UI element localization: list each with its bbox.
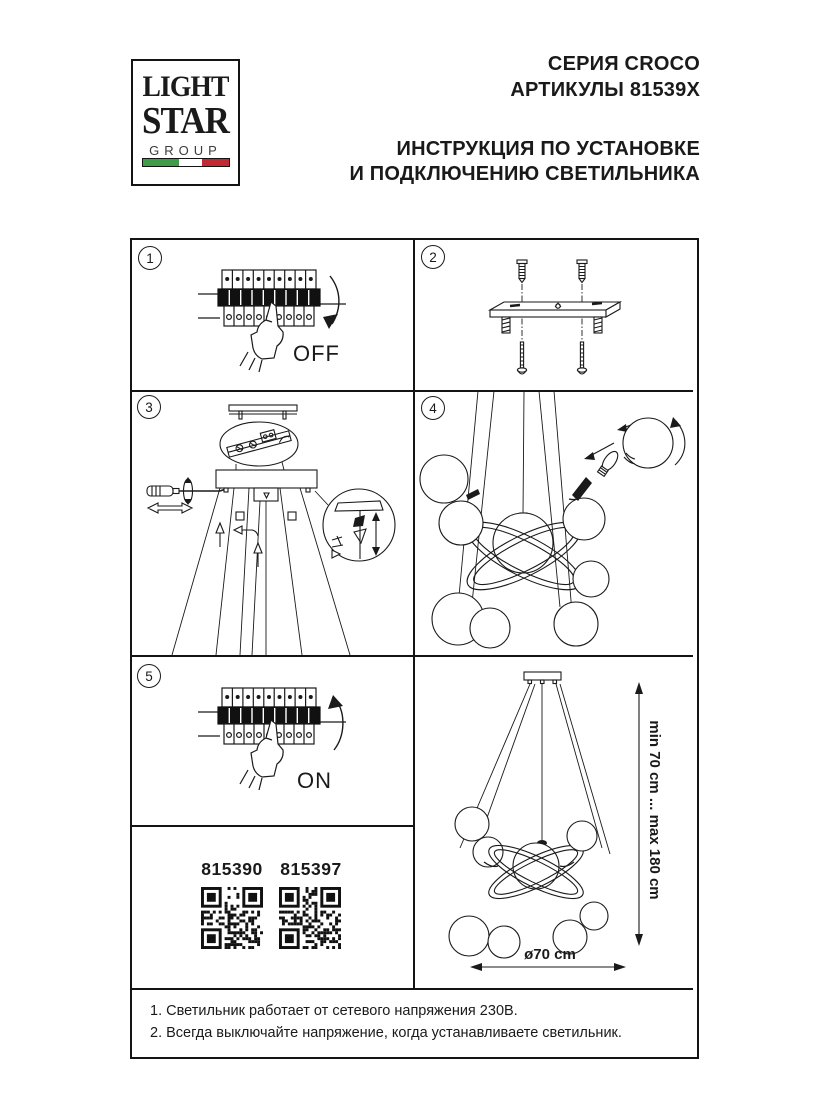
qr-code-815390 (201, 887, 263, 949)
diameter-label: ø70 cm (524, 946, 576, 963)
step-5-breaker-on-illustration (132, 656, 413, 824)
cable-lock-magnifier (315, 489, 395, 561)
series-title: СЕРИЯ CROCO (547, 53, 700, 75)
step-4-assembly-illustration (414, 391, 695, 655)
terminal-detail-magnifier (220, 422, 298, 470)
adjust-arrows (216, 523, 262, 567)
instruction-title-line1: ИНСТРУКЦИЯ ПО УСТАНОВКЕ (396, 138, 700, 160)
step-5-number: 5 (137, 664, 161, 688)
height-dimension-line (635, 682, 643, 946)
step-4-number: 4 (421, 396, 445, 420)
notes-block (150, 1000, 622, 1044)
screwdriver-icon (147, 477, 224, 505)
mounting-plate (490, 302, 620, 333)
footer-divider (132, 988, 693, 990)
row-divider-qr (132, 825, 413, 827)
chandelier (449, 807, 608, 958)
step-2-bracket-illustration (414, 240, 695, 390)
bulb-icon (596, 449, 620, 477)
flag-green (143, 159, 179, 166)
articles-title: АРТИКУЛЫ 81539X (510, 79, 700, 101)
step-1-breaker-off-illustration (132, 240, 413, 390)
shade-sphere (623, 418, 673, 468)
step-2-number: 2 (421, 245, 445, 269)
logo-text-light: LIGHT (142, 70, 229, 103)
note-2: 2. Всегда выключайте напряжение, когда устанавливаете светильник. (150, 1025, 622, 1041)
height-range-label: min 70 cm ... max 180 cm (646, 720, 663, 900)
step-3-canopy-illustration (132, 391, 413, 655)
article-number-1: 815390 (201, 859, 263, 879)
italian-flag-icon (142, 158, 230, 167)
note-1: 1. Светильник работает от сетевого напряжения 230В. (150, 1003, 518, 1019)
step-1-number: 1 (138, 246, 162, 270)
instruction-title-block (349, 137, 700, 187)
off-label: OFF (293, 341, 340, 366)
suspension-wires (172, 488, 350, 655)
instruction-title-line2: И ПОДКЛЮЧЕНИЮ СВЕТИЛЬНИКА (349, 163, 700, 185)
ceiling-plate (229, 405, 297, 419)
qr-code-815397 (279, 887, 341, 949)
diameter-dimension-line (470, 963, 626, 971)
ceiling-canopy (524, 672, 561, 684)
step-3-number: 3 (137, 395, 161, 419)
screw-icon (517, 342, 586, 374)
slide-arrow-icon (148, 503, 192, 513)
suspension-cords (458, 391, 572, 613)
cable-tag (236, 512, 244, 520)
wall-anchor-icon (517, 260, 587, 283)
logo-text-star: STAR (142, 100, 229, 142)
arrow-down-icon (323, 276, 339, 329)
logo-text-group: GROUP (149, 143, 222, 158)
canopy-box (216, 470, 317, 501)
socket-flange (569, 477, 592, 501)
flag-red (202, 159, 229, 166)
flag-white (179, 159, 202, 166)
on-label: ON (297, 768, 332, 793)
article-number-2: 815397 (280, 859, 342, 879)
center-sphere (493, 513, 553, 573)
lightstar-logo (131, 59, 240, 186)
cable-tag (288, 512, 296, 520)
series-title-block (510, 51, 700, 103)
